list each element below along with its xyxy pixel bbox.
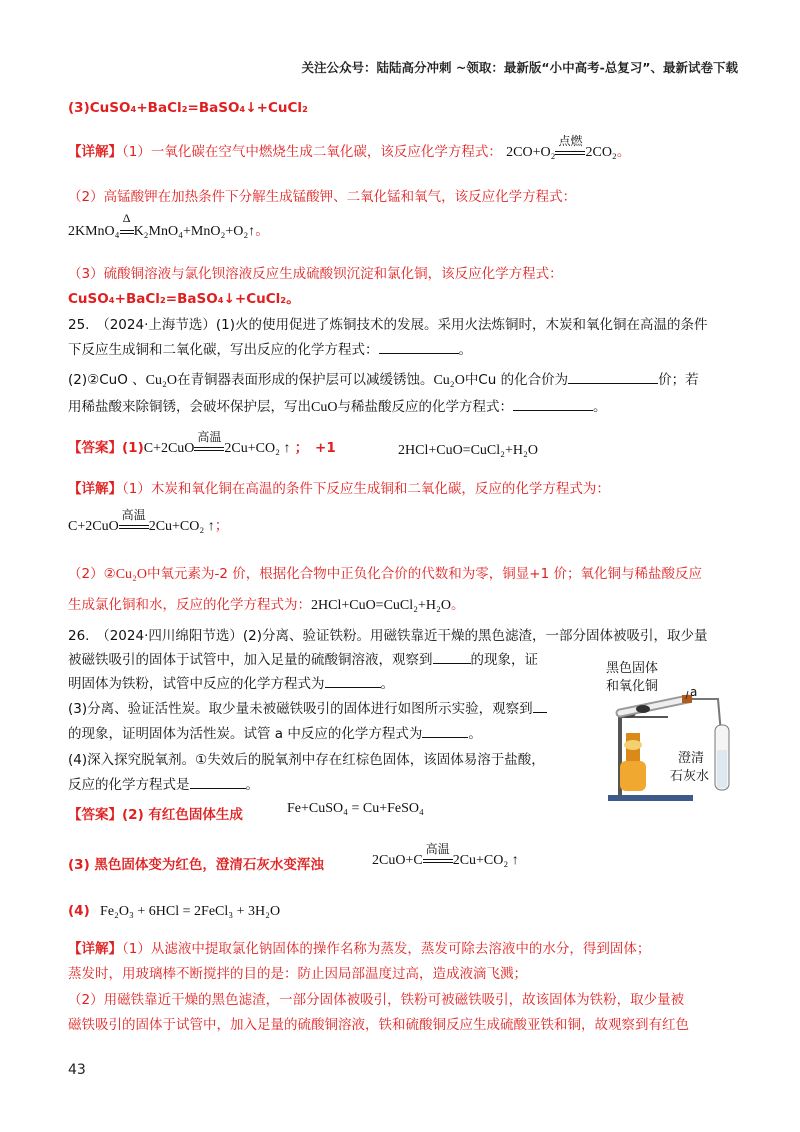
detail-text: （1）一氧化碳在空气中燃烧生成二氧化碳，该反应化学方程式： [122, 144, 502, 160]
page-number: 43 [68, 1062, 86, 1078]
figure-label: 黑色固体 [606, 661, 659, 676]
question-line: 下反应生成铜和二氧化碳，写出反应的化学方程式： 。 [68, 342, 472, 358]
question-line: 反应的化学方程式是 。 [68, 777, 259, 793]
detail-26-3: （2）用磁铁靠近干燥的黑色滤渣，一部分固体被吸引，铁粉可被磁铁吸引，故该固体为铁粉，取少量被 [68, 992, 685, 1008]
answer-blank[interactable] [190, 776, 246, 789]
equation: 2CO+O₂ 点燃 2CO₂ [506, 134, 617, 160]
detail-1: 【详解】（1）一氧化碳在空气中燃烧生成二氧化碳，该反应化学方程式： 2CO+O₂ 点燃 2CO₂。 [68, 134, 631, 160]
question-line: (2)②CuO 、Cu₂O在青铜器表面形成的保护层可以减缓锈蚀。Cu₂O中Cu 的化合价为 价；若 [68, 372, 699, 388]
answer-blank[interactable] [533, 700, 547, 713]
apparatus-figure [598, 655, 748, 805]
answer-blank[interactable] [325, 675, 381, 688]
figure-label: a [690, 685, 698, 699]
question-line: 的现象，证明固体为活性炭。试管 a 中反应的化学方程式为 。 [68, 726, 482, 742]
question-line: (3)分离、验证活性炭。取少量未被磁铁吸引的固体进行如图所示实验，观察到 [68, 697, 547, 717]
detail-25-1: 【详解】（1）木炭和氧化铜在高温的条件下反应生成铜和二氧化碳，反应的化学方程式为： [68, 481, 610, 497]
figure-label: 澄清 [678, 751, 705, 766]
page-header: 关注公众号：陆陆高分冲刺 ~领取：最新版“小中高考-总复习”、最新试卷下载 [301, 60, 738, 75]
equation: 2HCl+CuO=CuCl₂+H₂O [398, 443, 539, 458]
answer-blank[interactable] [422, 725, 468, 738]
detail-26-1: 【详解】（1）从滤液中提取氯化钠固体的操作名称为蒸发，蒸发可除去溶液中的水分，得到固体； [68, 941, 651, 957]
answer-25: 【答案】(1)C+2CuO 高温 2Cu+CO₂ ↑ ； +1 [68, 430, 336, 456]
question-line: 被磁铁吸引的固体于试管中，加入足量的硫酸铜溶液，观察到 的现象，证 [68, 652, 538, 668]
detail-25-3: 生成氯化铜和水，反应的化学方程式为：2HCl+CuO=CuCl₂+H₂O。 [68, 597, 465, 613]
answer-26-3: (4) Fe₂O₃ + 6HCl = 2FeCl₃ + 3H₂O [68, 903, 281, 919]
equation: 2KMnO₄ Δ K₂MnO₄+MnO₂+O₂↑。 [68, 211, 270, 239]
detail-2: （2）高锰酸钾在加热条件下分解生成锰酸钾、二氧化锰和氧气，该反应化学方程式： [68, 189, 577, 205]
question-line: 用稀盐酸来除铜锈，会破坏保护层，写出CuO与稀盐酸反应的化学方程式： 。 [68, 399, 607, 415]
equation: 2CuO+C 高温 2Cu+CO₂ ↑ [372, 842, 519, 868]
detail-26-4: 磁铁吸引的固体于试管中，加入足量的硫酸铜溶液，铁和硫酸铜反应生成硫酸亚铁和铜，故观察到有红色 [68, 1017, 689, 1033]
figure-label: 和氧化铜 [606, 679, 659, 694]
answer-blank[interactable] [568, 371, 658, 384]
equation: CuSO₄+BaCl₂=BaSO₄↓+CuCl₂。 [68, 291, 300, 307]
detail-label: 【详解】 [68, 144, 122, 160]
equation: C+2CuO 高温 2Cu+CO₂ ↑； [68, 508, 229, 534]
answer-26-2: (3) 黑色固体变为红色，澄清石灰水变浑浊 [68, 857, 324, 873]
equation: Fe+CuSO₄ = Cu+FeSO₄ [287, 801, 424, 816]
answer-blank[interactable] [433, 651, 471, 664]
figure-label: 石灰水 [670, 769, 710, 784]
detail-25-2: （2）②Cu₂O中氧元素为-2 价，根据化合物中正负化合价的代数和为零，铜显+1 价；氧化铜与稀盐酸反应 [68, 566, 702, 582]
question-line: (4)深入探究脱氧剂。①失效后的脱氧剂中存在红棕色固体，该固体易溶于盐酸， [68, 752, 545, 768]
question-26: 26. （2024·四川绵阳节选）(2)分离、验证铁粉。用磁铁靠近干燥的黑色滤渣，一部分固体被吸引，取少量 [68, 628, 708, 644]
answer-line: (3)CuSO₄+BaCl₂=BaSO₄↓+CuCl₂ [68, 100, 308, 116]
detail-3: （3）硫酸铜溶液与氯化钡溶液反应生成硫酸钡沉淀和氯化铜，该反应化学方程式： [68, 266, 563, 282]
answer-blank[interactable] [513, 398, 593, 411]
question-25: 25. （2024·上海节选）(1)火的使用促进了炼铜技术的发展。采用火法炼铜时，木炭和氧化铜在高温的条件 [68, 317, 708, 333]
answer-26-1: 【答案】(2) 有红色固体生成 [68, 807, 243, 823]
detail-26-2: 蒸发时，用玻璃棒不断搅拌的目的是：防止因局部温度过高，造成液滴飞溅； [68, 966, 527, 982]
answer-blank[interactable] [379, 341, 459, 354]
question-line: 明固体为铁粉，试管中反应的化学方程式为 。 [68, 676, 394, 692]
